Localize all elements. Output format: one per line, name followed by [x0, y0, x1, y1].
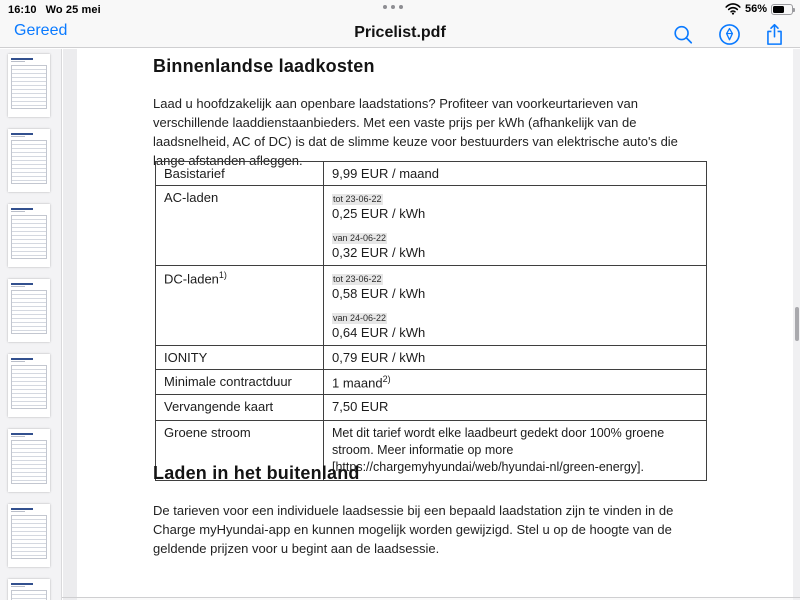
content-area: [0, 49, 800, 600]
search-button[interactable]: [672, 21, 696, 47]
price-period: [332, 270, 698, 302]
period-date: van 24-06-22: [333, 313, 387, 323]
clock: 16:10: [8, 4, 37, 16]
nav-actions: [672, 21, 788, 47]
row-value: [324, 266, 707, 346]
multitask-dots-icon: [383, 5, 403, 9]
period-price: 0,64 EUR / kWh: [332, 325, 426, 340]
row-label: Groene stroom: [156, 421, 324, 481]
price-period: [332, 309, 698, 341]
green-power-text: Met dit tarief wordt elke laadbeurt gedekt door 100% groene stroom. Meer informatie op more [https://chargemyhyundai/web/hyundai-nl/green-energy].: [332, 426, 665, 475]
row-value: 7,50 EUR: [324, 395, 707, 421]
footnote-ref: 1): [218, 270, 227, 280]
thumbnail-sidebar: [0, 49, 62, 600]
status-left: [8, 4, 110, 16]
page-thumbnail[interactable]: [8, 579, 50, 600]
top-bar: [0, 0, 800, 48]
row-label: IONITY: [156, 346, 324, 370]
scrollbar-thumb[interactable]: [795, 307, 799, 341]
table-row: [156, 162, 707, 186]
nav-bar: [0, 20, 800, 48]
share-icon: [764, 22, 788, 47]
period-price: 0,25 EUR / kWh: [332, 206, 426, 221]
pdf-page: [77, 49, 793, 597]
sidebar-gap: [63, 49, 77, 600]
page-thumbnail[interactable]: [8, 354, 50, 417]
table-row: [156, 346, 707, 370]
paragraph-domestic: Laad u hoofdzakelijk aan openbare laadstations? Profiteer van voorkeurtarieven van verschillende laaddienstaanbieders. Met een vaste prijs per kWh (afhankelijk van de laadsnelheid, AC of DC) is dat de slimme keuze voor bestuurders van elektrische auto's die lange afstanden afleggen.: [153, 96, 678, 168]
search-icon: [672, 23, 696, 46]
row-label: AC-laden: [156, 186, 324, 266]
footnote-ref: 2): [382, 374, 391, 384]
paragraph-abroad: De tarieven voor een individuele laadsessie bij een bepaald laadstation zijn te vinden in de Charge myHyundai-app en kunnen mogelijk worden gewijzigd. Stel u op de hoogte van de geldende prijzen voor u begint aan de laadsessie.: [153, 503, 674, 556]
row-value: [324, 421, 707, 481]
row-value: 0,79 EUR / kWh: [324, 346, 707, 370]
page-thumbnail[interactable]: [8, 279, 50, 342]
row-label: Minimale contractduur: [156, 370, 324, 395]
period-date: tot 23-06-22: [333, 194, 382, 204]
status-bar: [0, 0, 800, 20]
price-period: [332, 229, 698, 261]
page-thumbnail[interactable]: [8, 429, 50, 492]
period-price: 0,58 EUR / kWh: [332, 286, 426, 301]
row-value: [324, 186, 707, 266]
page-thumbnail[interactable]: [8, 504, 50, 567]
table-row: [156, 370, 707, 395]
page-thumbnail[interactable]: [8, 204, 50, 267]
page-thumbnail[interactable]: [8, 129, 50, 192]
pricing-table: [155, 161, 707, 481]
markup-button[interactable]: [718, 21, 742, 47]
battery-percent: 56%: [744, 3, 767, 15]
heading-charging-abroad: Laden in het buitenland: [153, 463, 360, 483]
period-date: tot 23-06-22: [333, 274, 382, 284]
page-thumbnail[interactable]: [8, 54, 50, 117]
battery-icon: [771, 4, 793, 15]
period-date: van 24-06-22: [333, 233, 387, 243]
heading-domestic-charging: Binnenlandse laadkosten: [153, 56, 375, 76]
done-button[interactable]: Gereed: [14, 22, 68, 39]
row-value: 1 maand$^{2)}$: [324, 370, 707, 395]
row-value: 9,99 EUR / maand: [324, 162, 707, 186]
row-label: Vervangende kaart: [156, 395, 324, 421]
table-row: [156, 266, 707, 346]
wifi-icon: [725, 3, 741, 15]
price-period: [332, 190, 698, 222]
status-date: Wo 25 mei: [45, 4, 101, 16]
markup-icon: [718, 23, 742, 46]
table-row: [156, 395, 707, 421]
period-price: 0,32 EUR / kWh: [332, 245, 426, 260]
table-row: [156, 186, 707, 266]
status-right: [725, 3, 793, 15]
share-button[interactable]: [764, 21, 788, 47]
row-label: DC-laden$^{1)}$: [156, 266, 324, 346]
document-title: Pricelist.pdf: [354, 24, 446, 41]
row-label: Basistarief: [156, 162, 324, 186]
scrollbar-track: [793, 49, 800, 600]
